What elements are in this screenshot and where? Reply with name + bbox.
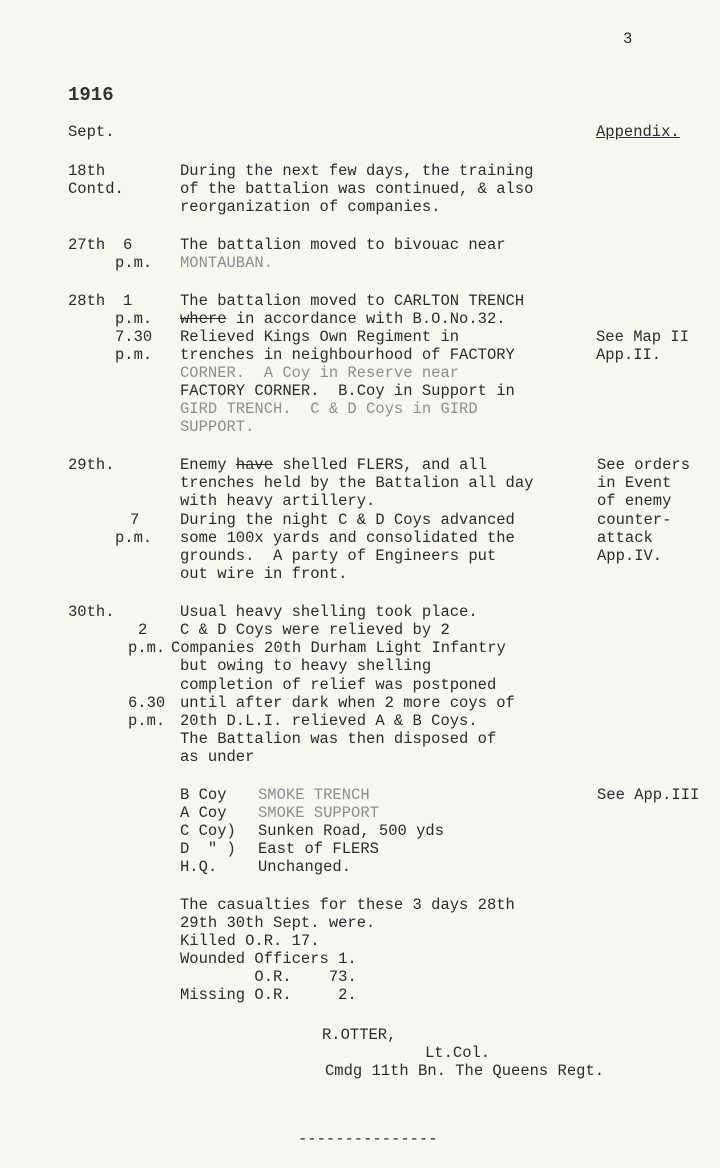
casualty-line: Missing O.R. 2. bbox=[180, 986, 357, 1004]
entry-line: trenches in neighbourhood of FACTORY bbox=[180, 346, 515, 364]
signature-name: R.OTTER, bbox=[322, 1026, 397, 1044]
appendix-heading: Appendix. bbox=[596, 123, 680, 141]
entry-line: CORNER. A Coy in Reserve near bbox=[180, 364, 460, 382]
entry-line: Companies 20th Durham Light Infantry bbox=[171, 639, 506, 657]
entry-time: 1 bbox=[123, 292, 133, 310]
entry-line: until after dark when 2 more coys of bbox=[180, 694, 515, 712]
entry-date: 28th bbox=[68, 292, 106, 310]
entry-line: C & D Coys were relieved by 2 bbox=[180, 621, 450, 639]
casualty-line: Wounded Officers 1. bbox=[180, 950, 357, 968]
entry-line: with heavy artillery. bbox=[180, 492, 376, 510]
entry-line: as under bbox=[180, 748, 255, 766]
entry-line: SUPPORT. bbox=[180, 418, 255, 436]
entry-time: p.m. bbox=[115, 310, 153, 328]
entry-line: but owing to heavy shelling bbox=[180, 657, 432, 675]
entry-line bbox=[180, 456, 487, 474]
entry-time: p.m. bbox=[128, 639, 166, 657]
disposition-place: Unchanged. bbox=[258, 858, 352, 876]
entry-line: reorganization of companies. bbox=[180, 198, 441, 216]
entry-date: 27th bbox=[68, 236, 106, 254]
entry-line: MONTAUBAN. bbox=[180, 254, 274, 272]
entry-time: 6 bbox=[123, 236, 133, 254]
entry-time: p.m. bbox=[115, 346, 153, 364]
appendix-note: See Map II bbox=[596, 328, 690, 346]
appendix-note: of enemy bbox=[597, 492, 672, 510]
entry-line-text: shelled FLERS, and all bbox=[273, 456, 487, 474]
month-heading: Sept. bbox=[68, 123, 115, 141]
entry-line: The Battalion was then disposed of bbox=[180, 730, 497, 748]
disposition-place: SMOKE TRENCH bbox=[258, 786, 370, 804]
entry-line: out wire in front. bbox=[180, 565, 348, 583]
entry-line: The battalion moved to bivouac near bbox=[180, 236, 506, 254]
disposition-place: Sunken Road, 500 yds bbox=[258, 822, 445, 840]
appendix-note: counter- bbox=[597, 511, 672, 529]
disposition-unit: C Coy) bbox=[180, 822, 236, 840]
entry-line: of the battalion was continued, & also bbox=[180, 180, 534, 198]
appendix-note: in Event bbox=[597, 474, 672, 492]
entry-line: FACTORY CORNER. B.Coy in Support in bbox=[180, 382, 515, 400]
entry-line: Usual heavy shelling took place. bbox=[180, 603, 478, 621]
entry-time: 7 bbox=[130, 511, 140, 529]
entry-date: 29th. bbox=[68, 456, 115, 474]
entry-line: GIRD TRENCH. C & D Coys in GIRD bbox=[180, 400, 478, 418]
entry-line: Relieved Kings Own Regiment in bbox=[180, 328, 460, 346]
disposition-unit: H.Q. bbox=[180, 858, 218, 876]
page-number: 3 bbox=[623, 30, 633, 48]
struck-word: where bbox=[180, 310, 227, 328]
entry-line bbox=[180, 310, 506, 328]
entry-line: some 100x yards and consolidated the bbox=[180, 529, 515, 547]
entry-time: p.m. bbox=[128, 712, 166, 730]
struck-word: have bbox=[235, 456, 274, 474]
disposition-place: East of FLERS bbox=[258, 840, 379, 858]
entry-date-contd: Contd. bbox=[68, 180, 124, 198]
disposition-unit: A Coy bbox=[180, 804, 227, 822]
entry-time: 2 bbox=[138, 621, 148, 639]
entry-line: completion of relief was postponed bbox=[180, 676, 497, 694]
entry-line: During the night C & D Coys advanced bbox=[180, 511, 515, 529]
entry-line: During the next few days, the training bbox=[180, 162, 534, 180]
entry-line: grounds. A party of Engineers put bbox=[180, 547, 497, 565]
entry-time: p.m. bbox=[115, 529, 153, 547]
divider-line: --------------- bbox=[298, 1130, 438, 1148]
signature-command: Cmdg 11th Bn. The Queens Regt. bbox=[325, 1062, 605, 1080]
entry-line: 20th D.L.I. relieved A & B Coys. bbox=[180, 712, 478, 730]
year-heading: 1916 bbox=[68, 84, 114, 106]
appendix-note: attack bbox=[597, 529, 653, 547]
appendix-note: App.IV. bbox=[597, 547, 663, 565]
entry-time: p.m. bbox=[115, 254, 153, 272]
entry-line: The battalion moved to CARLTON TRENCH bbox=[180, 292, 525, 310]
casualty-line: The casualties for these 3 days 28th bbox=[180, 896, 515, 914]
entry-line: trenches held by the Battalion all day bbox=[180, 474, 534, 492]
appendix-note: See App.III bbox=[597, 786, 700, 804]
signature-rank: Lt.Col. bbox=[425, 1044, 491, 1062]
disposition-unit: D " ) bbox=[180, 840, 236, 858]
entry-line-text: Enemy bbox=[180, 456, 236, 474]
entry-time: 6.30 bbox=[128, 694, 166, 712]
entry-date: 30th. bbox=[68, 603, 115, 621]
disposition-place: SMOKE SUPPORT bbox=[258, 804, 379, 822]
entry-time: 7.30 bbox=[115, 328, 153, 346]
appendix-note: App.II. bbox=[596, 346, 662, 364]
casualty-line: 29th 30th Sept. were. bbox=[180, 914, 376, 932]
entry-line-text: in accordance with B.O.No.32. bbox=[226, 310, 506, 328]
disposition-unit: B Coy bbox=[180, 786, 227, 804]
casualty-line: Killed O.R. 17. bbox=[180, 932, 320, 950]
entry-date: 18th bbox=[68, 162, 106, 180]
appendix-note: See orders bbox=[597, 456, 691, 474]
casualty-line: O.R. 73. bbox=[180, 968, 357, 986]
